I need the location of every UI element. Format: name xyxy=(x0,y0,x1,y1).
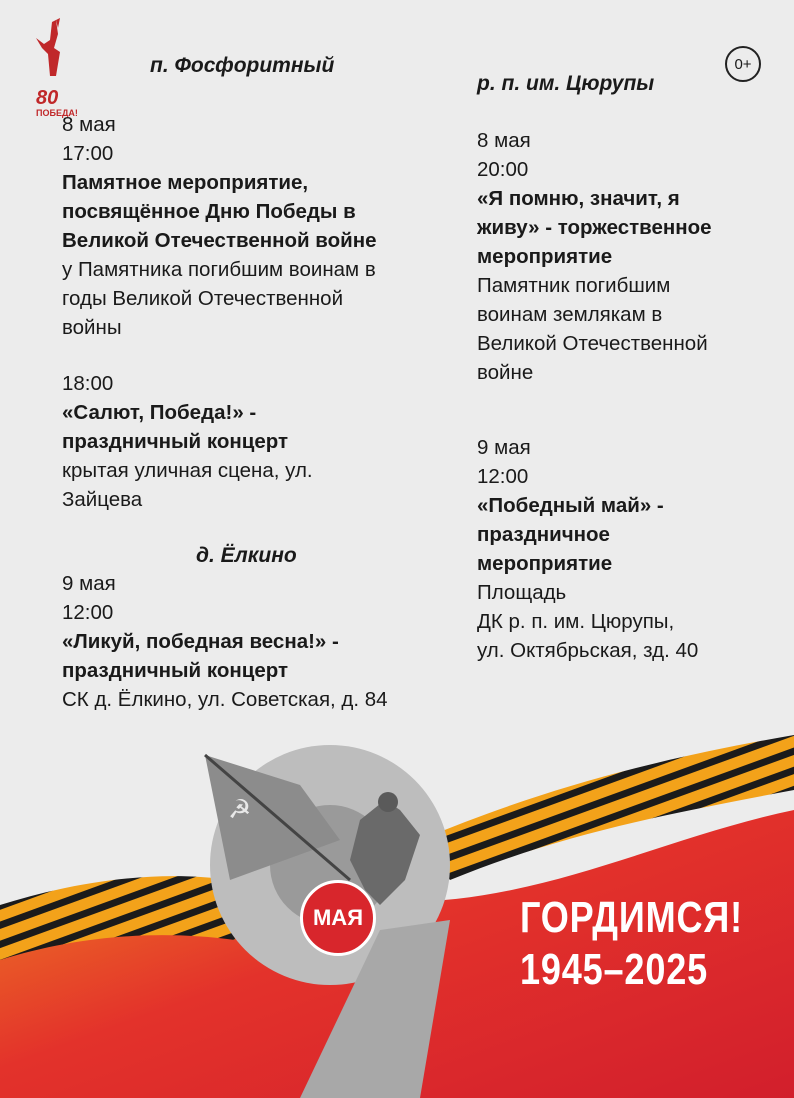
event-location-line: Площадь xyxy=(477,581,567,604)
event-title-line: «Ликуй, победная весна!» - xyxy=(62,630,339,653)
event-title-line: Великой Отечественной войне xyxy=(62,229,377,252)
event-title-line: мероприятие xyxy=(477,552,613,575)
event-title-line: посвящённое Дню Победы в xyxy=(62,200,356,223)
event-date: 8 мая xyxy=(62,113,116,136)
event-date: 9 мая xyxy=(62,572,116,595)
left-events xyxy=(62,110,462,514)
age-rating-badge: 0+ xyxy=(725,46,761,82)
event-date: 8 мая xyxy=(477,129,531,152)
event-title-line: праздничный концерт xyxy=(62,659,289,682)
event-location-line: Зайцева xyxy=(62,488,143,511)
event-time: 12:00 xyxy=(477,465,529,488)
event-location-line: СК д. Ёлкино, ул. Советская, д. 84 xyxy=(62,688,388,711)
event-location-line: годы Великой Отечественной xyxy=(62,287,344,310)
event-location-line: ул. Октябрьская, зд. 40 xyxy=(477,639,699,662)
event-title-line: праздничное xyxy=(477,523,610,546)
left-events-elkino xyxy=(62,569,462,714)
event-title-line: «Салют, Победа!» - xyxy=(62,401,257,424)
place-title-tsyurupy: р. п. им. Цюрупы xyxy=(477,72,655,95)
event-title-line: «Я помню, значит, я xyxy=(477,187,680,210)
slogan-line-1: ГОРДИМСЯ! xyxy=(520,893,743,942)
svg-text:☭: ☭ xyxy=(228,795,252,825)
place-title-elkino: д. Ёлкино xyxy=(196,544,297,567)
event-title-line: праздничный концерт xyxy=(62,430,289,453)
event-location-line: у Памятника погибшим воинам в xyxy=(62,258,376,281)
slogan-years: 1945–2025 xyxy=(520,945,708,994)
event-title-line: «Победный май» - xyxy=(477,494,664,517)
event-time: 12:00 xyxy=(62,601,114,624)
event-title-line: Памятное мероприятие, xyxy=(62,171,309,194)
event-location-line: Великой Отечественной xyxy=(477,332,708,355)
event-title-line: мероприятие xyxy=(477,245,613,268)
event-time: 17:00 xyxy=(62,142,114,165)
right-events xyxy=(477,126,777,665)
event-location-line: войны xyxy=(62,316,122,339)
may-badge: МАЯ xyxy=(300,880,376,956)
event-location-line: войне xyxy=(477,361,534,384)
event-location-line: Памятник погибшим xyxy=(477,274,671,297)
place-title-fosforitny: п. Фосфоритный xyxy=(150,54,335,77)
event-time: 18:00 xyxy=(62,372,114,395)
slogan xyxy=(520,892,743,996)
event-title-line: живу» - торжественное xyxy=(477,216,712,239)
logo-caption: 80 ПОБЕДА! xyxy=(36,87,78,118)
event-location-line: воинам землякам в xyxy=(477,303,663,326)
event-location-line: крытая уличная сцена, ул. xyxy=(62,459,313,482)
event-date: 9 мая xyxy=(477,436,531,459)
event-location-line: ДК р. п. им. Цюрупы, xyxy=(477,610,675,633)
event-time: 20:00 xyxy=(477,158,529,181)
